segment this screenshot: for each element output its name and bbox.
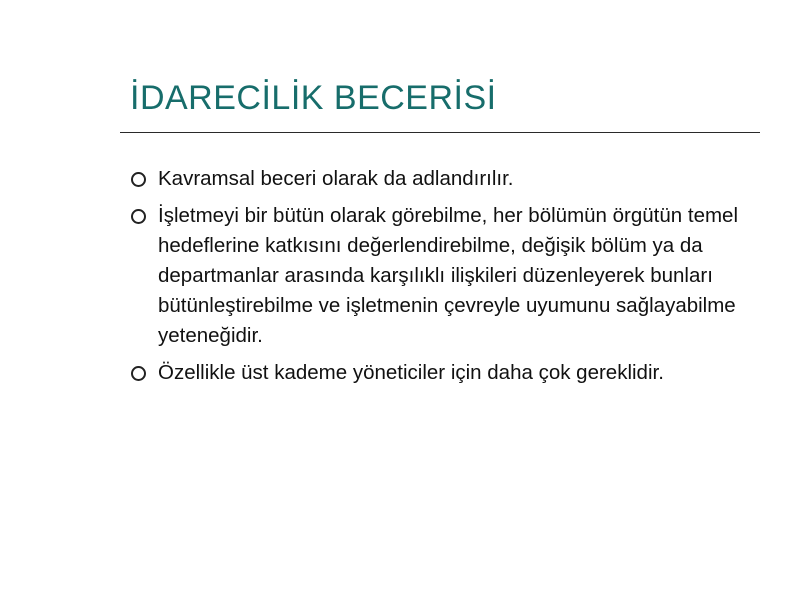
bullet-item — [128, 201, 768, 351]
bullet-text: Özellikle üst kademe yöneticiler için daha çok gereklidir. — [158, 361, 664, 384]
hollow-circle-bullet-icon — [131, 172, 146, 187]
hollow-circle-bullet-icon — [131, 366, 146, 381]
bullet-item — [128, 358, 768, 388]
bullet-list — [128, 164, 768, 395]
hollow-circle-bullet-icon — [131, 209, 146, 224]
title-divider — [120, 132, 760, 133]
bullet-text: Kavramsal beceri olarak da adlandırılır. — [158, 167, 514, 190]
slide-title: İDARECİLİK BECERİSİ — [130, 79, 497, 117]
bullet-item — [128, 164, 768, 194]
bullet-text: İşletmeyi bir bütün olarak görebilme, her bölümün örgütün temel hedeflerine katkısını değerlendirebilme, değişik bölüm ya da departmanlar arasında karşılıklı ilişkileri düzenleyerek bunları bütünleştirebilme ve işletmenin çevreyle uyumunu sağlayabilme yeteneğidir. — [158, 204, 738, 347]
